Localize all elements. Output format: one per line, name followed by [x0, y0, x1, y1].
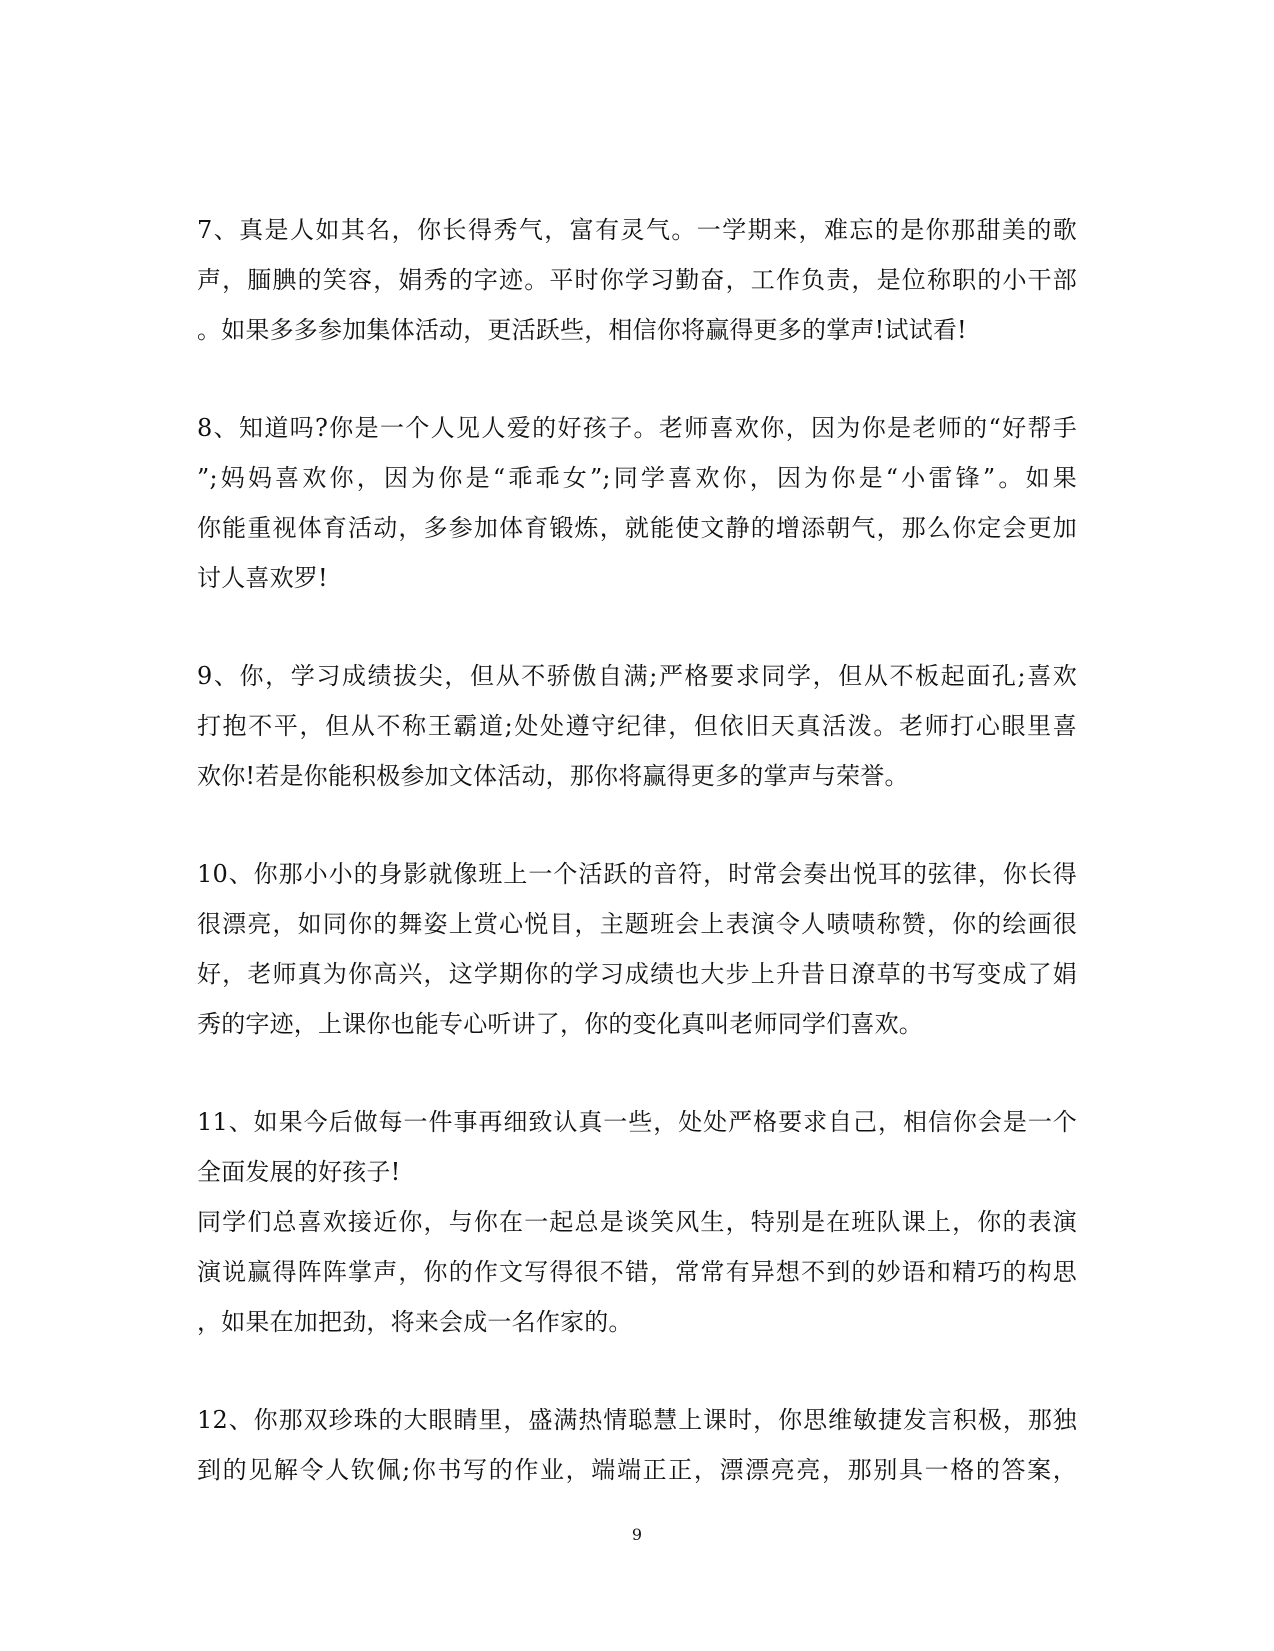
- paragraph-11: [197, 1097, 1077, 1347]
- paragraph-gap: [197, 1347, 1077, 1395]
- text-line: 你能重视体育活动，多参加体育锻炼，就能使文静的增添朝气，那么你定会更加: [197, 514, 1077, 542]
- paragraph-9: [197, 651, 1077, 801]
- text-line: ”;妈妈喜欢你，因为你是“乖乖女”;同学喜欢你，因为你是“小雷锋”。如果: [197, 464, 1077, 492]
- paragraph-gap: [197, 355, 1077, 403]
- text-line: 7、真是人如其名，你长得秀气，富有灵气。一学期来，难忘的是你那甜美的歌: [197, 216, 1077, 244]
- paragraph-12: [197, 1395, 1077, 1495]
- paragraph-7: [197, 205, 1077, 355]
- text-line: 8、知道吗?你是一个人见人爱的好孩子。老师喜欢你，因为你是老师的“好帮手: [197, 414, 1077, 442]
- text-line: 很漂亮，如同你的舞姿上赏心悦目，主题班会上表演令人啧啧称赞，你的绘画很: [197, 910, 1077, 938]
- text-line: 同学们总喜欢接近你，与你在一起总是谈笑风生，特别是在班队课上，你的表演: [197, 1208, 1077, 1236]
- text-line: 讨人喜欢罗!: [197, 564, 328, 592]
- text-line: 声，腼腆的笑容，娟秀的字迹。平时你学习勤奋，工作负责，是位称职的小干部: [197, 266, 1077, 294]
- text-line: 11、如果今后做每一件事再细致认真一些，处处严格要求自己，相信你会是一个: [197, 1108, 1077, 1136]
- paragraph-gap: [197, 603, 1077, 651]
- paragraph-10: [197, 849, 1077, 1049]
- text-line: ，如果在加把劲，将来会成一名作家的。: [197, 1308, 633, 1336]
- document-body: [197, 205, 1077, 1495]
- text-line: 10、你那小小的身影就像班上一个活跃的音符，时常会奏出悦耳的弦律，你长得: [197, 860, 1077, 888]
- text-line: 演说赢得阵阵掌声，你的作文写得很不错，常常有异想不到的妙语和精巧的构思: [197, 1258, 1077, 1286]
- text-line: 到的见解令人钦佩;你书写的作业，端端正正，漂漂亮亮，那别具一格的答案，: [197, 1456, 1077, 1484]
- text-line: 好，老师真为你高兴，这学期你的学习成绩也大步上升昔日潦草的书写变成了娟: [197, 960, 1077, 988]
- text-line: 。如果多多参加集体活动，更活跃些，相信你将赢得更多的掌声!试试看!: [197, 316, 967, 344]
- text-line: 秀的字迹，上课你也能专心听讲了，你的变化真叫老师同学们喜欢。: [197, 1010, 923, 1038]
- text-line: 9、你，学习成绩拔尖，但从不骄傲自满;严格要求同学，但从不板起面孔;喜欢: [197, 662, 1077, 690]
- text-line: 打抱不平，但从不称王霸道;处处遵守纪律，但依旧天真活泼。老师打心眼里喜: [197, 712, 1077, 740]
- text-line: 12、你那双珍珠的大眼睛里，盛满热情聪慧上课时，你思维敏捷发言积极，那独: [197, 1406, 1077, 1434]
- paragraph-gap: [197, 1049, 1077, 1097]
- text-line: 欢你!若是你能积极参加文体活动，那你将赢得更多的掌声与荣誉。: [197, 762, 909, 790]
- text-line: 全面发展的好孩子!: [197, 1158, 401, 1186]
- page-number: 9: [631, 1525, 643, 1544]
- paragraph-8: [197, 403, 1077, 603]
- paragraph-gap: [197, 801, 1077, 849]
